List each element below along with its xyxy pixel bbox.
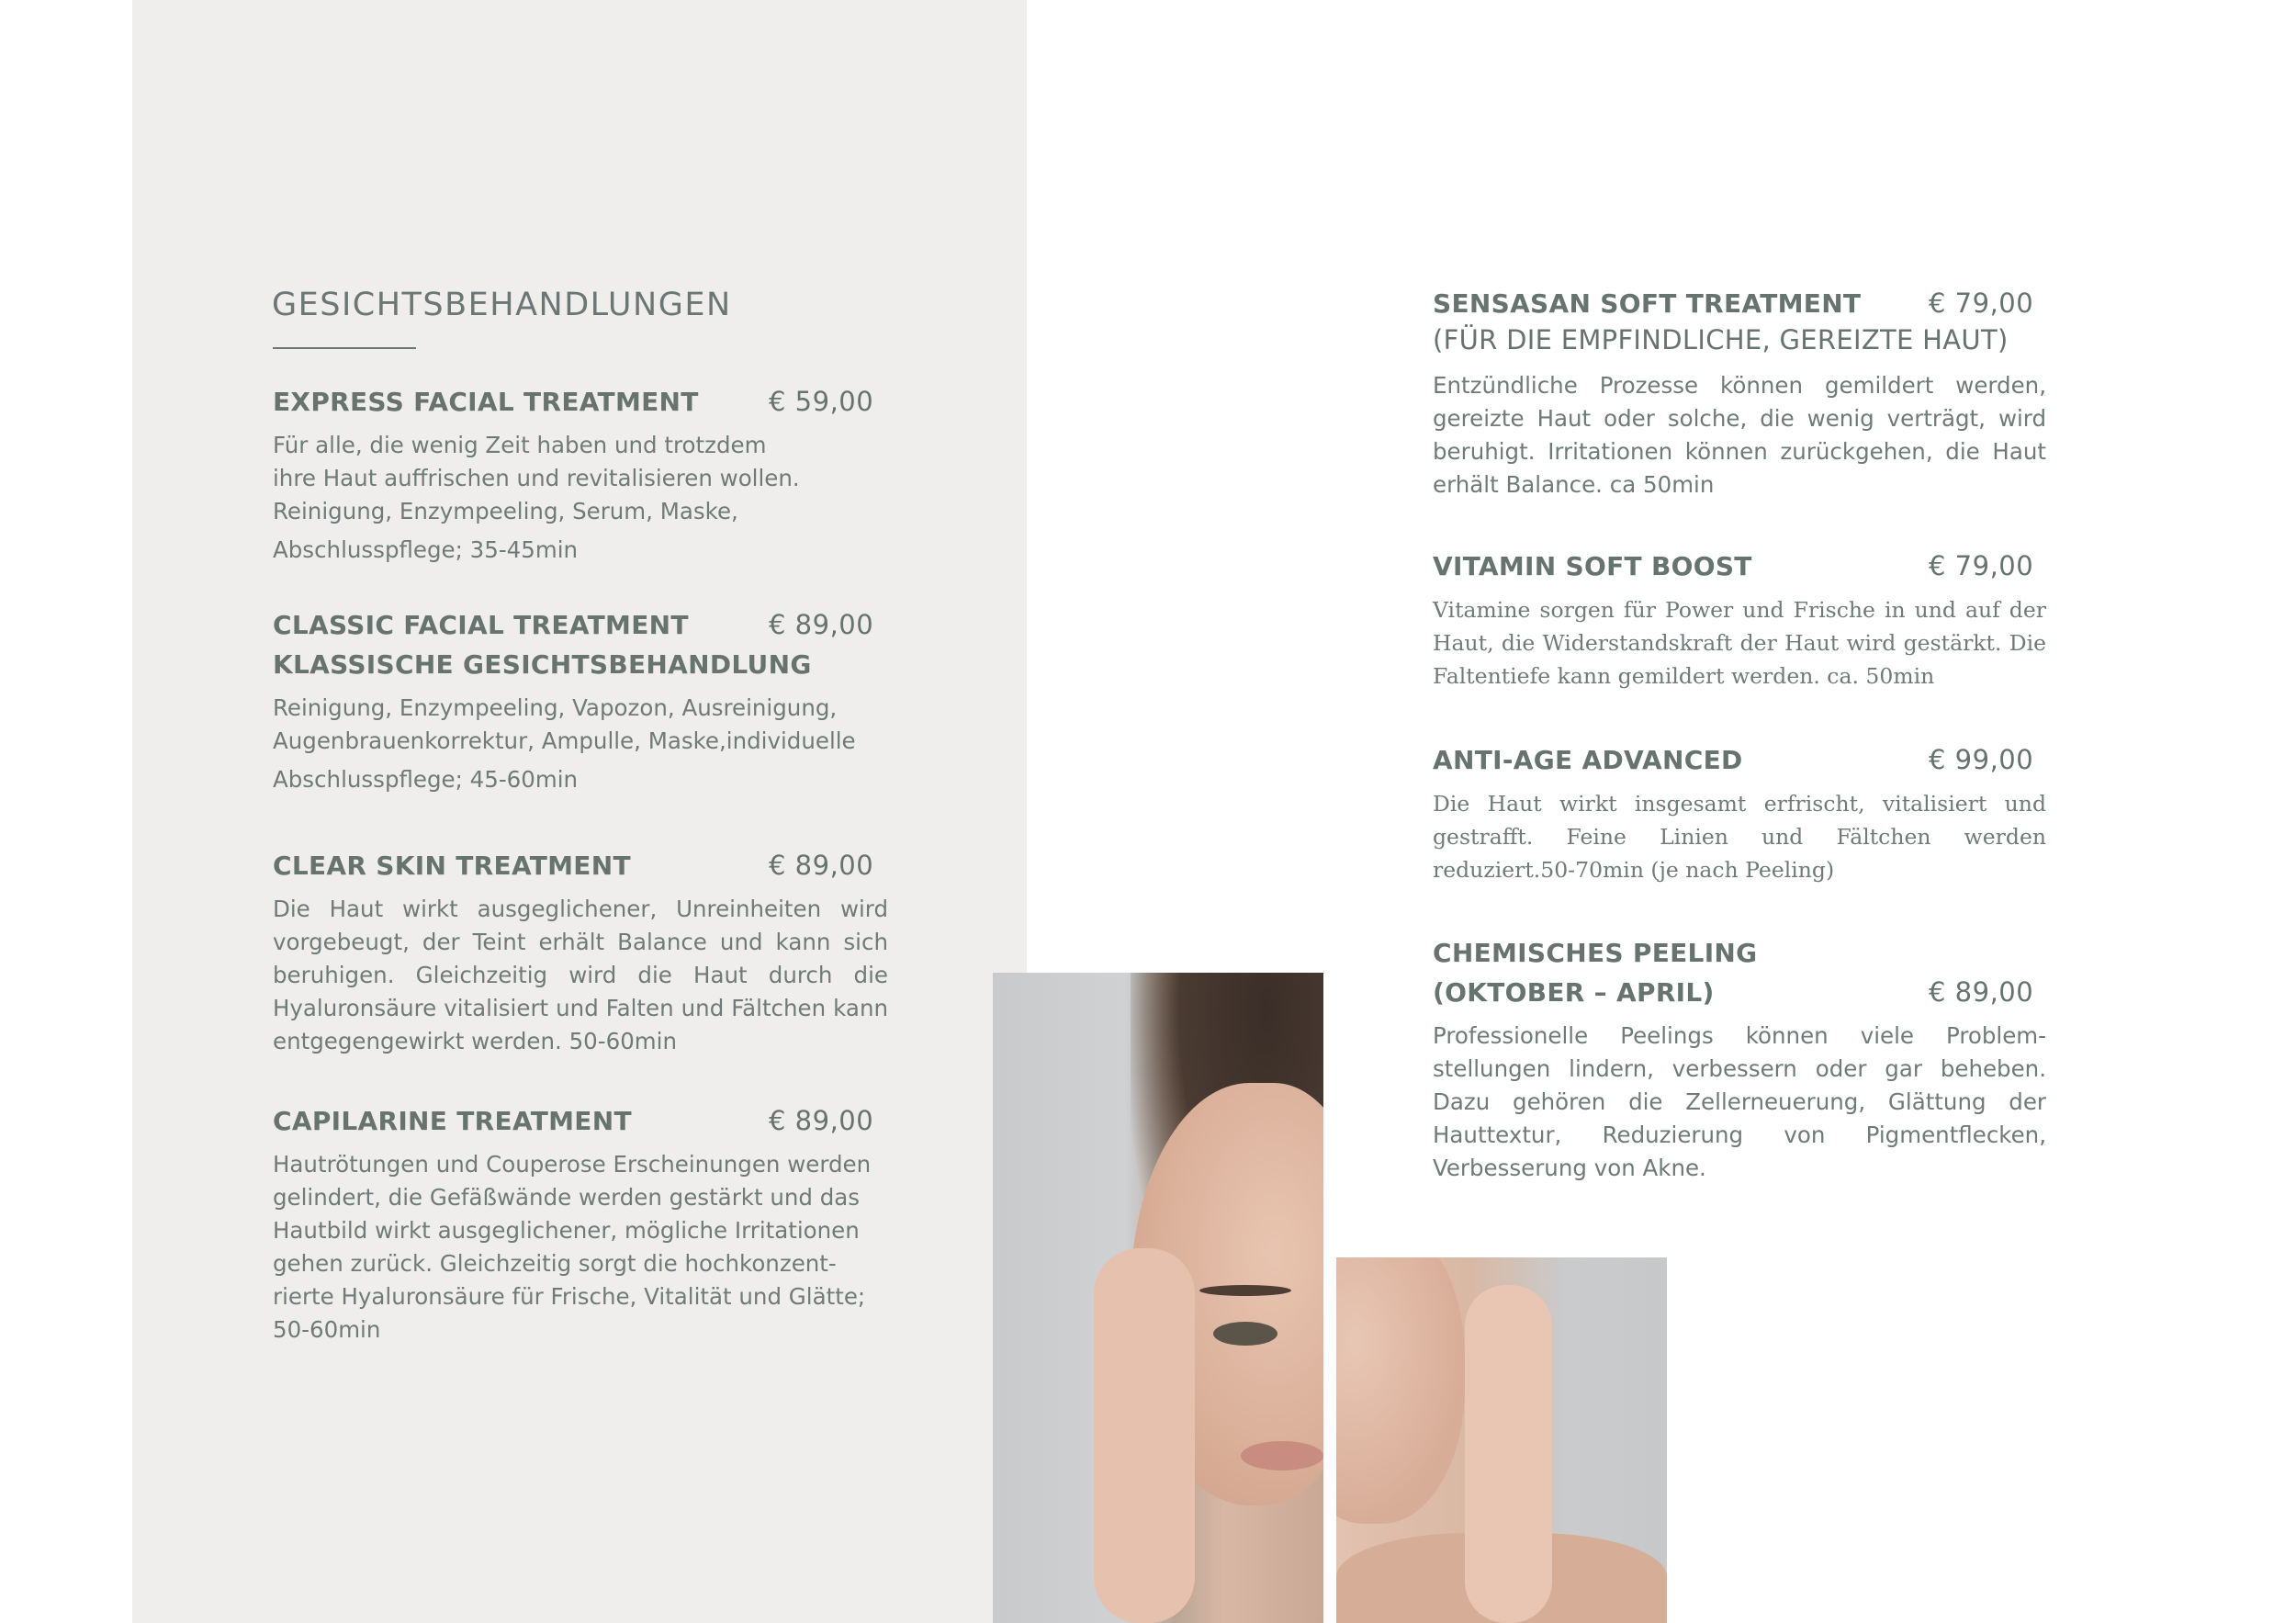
treatment-sensasan-soft [1433, 284, 2046, 502]
treatment-description: Vitamine sorgen für Power und Frische in und auf der Haut, die Widerstandskraft der Haut wird gestärkt. Die Faltentiefe kann gemildert werden. ca. 50min [1433, 597, 2046, 689]
treatment-header [1433, 933, 2046, 1012]
woman-portrait-photo-detail [1336, 1257, 1667, 1623]
eye-shape [1213, 1322, 1277, 1346]
treatment-price: € 89,00 [769, 1105, 874, 1136]
treatment-subname: KLASSISCHE GESICHTSBEHANDLUNG [273, 649, 812, 680]
treatment-header [273, 1101, 888, 1141]
woman-portrait-photo [993, 973, 1323, 1623]
eyebrow-shape [1199, 1285, 1291, 1296]
description-line: ihre Haut auffrischen und revitalisieren wollen. [273, 465, 800, 491]
treatment-price: € 99,00 [1929, 744, 2034, 775]
treatment-description: Professionelle Peelings können viele Problem-stellungen lindern, verbessern oder gar beheben. Dazu gehören die Zellerneuerung, Glättung der Hauttextur, Reduzierung von Pigmentflecken, Verbesserung von Akne. [1433, 1022, 2046, 1181]
treatment-clear-skin [273, 846, 888, 1058]
treatment-name: EXPRESS FACIAL TREATMENT [273, 387, 699, 417]
treatment-price: € 59,00 [769, 386, 874, 417]
treatment-classic-facial [273, 605, 888, 796]
treatment-header [1433, 284, 2046, 356]
treatment-price: € 89,00 [769, 609, 874, 640]
description-line: Reinigung, Enzympeeling, Serum, Maske, [273, 498, 738, 524]
description-line: 50-60min [273, 1316, 381, 1343]
treatment-header [1433, 740, 2046, 780]
treatment-name: CHEMISCHES PEELING [1433, 938, 1758, 968]
treatment-name: CLASSIC FACIAL TREATMENT [273, 610, 689, 640]
hand-shape [1465, 1285, 1552, 1623]
treatment-price: € 89,00 [1929, 976, 2034, 1008]
treatment-name: SENSASAN SOFT TREATMENT [1433, 288, 1862, 319]
treatment-description [273, 692, 888, 796]
treatment-chemisches-peeling [1433, 933, 2046, 1185]
treatment-header [1433, 547, 2046, 586]
description-line: Abschlusspflege; 45-60min [273, 766, 579, 793]
treatment-header [273, 605, 888, 684]
left-panel-background [132, 0, 1027, 1623]
treatment-description: Die Haut wirkt insgesamt erfrischt, vitalisiert und gestrafft. Feine Linien und Fältchen werden reduziert.50-70min (je nach Peeling) [1433, 791, 2046, 883]
description-line: Reinigung, Enzympeeling, Vapozon, Ausreinigung, [273, 694, 838, 721]
hand-shape [1094, 1248, 1195, 1623]
treatment-name: VITAMIN SOFT BOOST [1433, 551, 1752, 581]
treatment-description [273, 429, 888, 567]
treatment-description [273, 1148, 888, 1347]
treatment-price: € 79,00 [1929, 287, 2034, 319]
description-line: Hautrötungen und Couperose Erscheinungen werden [273, 1151, 872, 1178]
section-title: GESICHTSBEHANDLUNGEN [272, 287, 732, 323]
treatment-header [273, 382, 888, 422]
description-line: Augenbrauenkorrektur, Ampulle, Maske,individuelle [273, 727, 856, 754]
treatment-description: Die Haut wirkt ausgeglichener, Unreinheiten wird vorgebeugt, der Teint erhält Balance und kann sich beruhigen. Gleichzeitig wird die Haut durch die Hyaluronsäure vitalisiert und Falten und Fältchen kann entgegengewirkt werden. 50-60min [273, 896, 888, 1054]
description-line: Für alle, die wenig Zeit haben und trotzdem [273, 432, 767, 458]
treatment-capilarine [273, 1101, 888, 1347]
description-line: gehen zurück. Gleichzeitig sorgt die hochkonzent- [273, 1250, 837, 1277]
treatment-price: € 89,00 [769, 850, 874, 881]
description-line: Hautbild wirkt ausgeglichener, mögliche Irritationen [273, 1217, 860, 1244]
description-line: Abschlusspflege; 35-45min [273, 536, 579, 563]
treatment-subname: (FÜR DIE EMPFINDLICHE, GEREIZTE HAUT) [1433, 324, 2009, 355]
treatment-name: CAPILARINE TREATMENT [273, 1106, 632, 1136]
title-underline [273, 347, 416, 349]
treatment-anti-age-advanced [1433, 740, 2046, 886]
description-line: rierte Hyaluronsäure für Frische, Vitalität und Glätte; [273, 1283, 866, 1310]
treatment-vitamin-soft-boost [1433, 547, 2046, 693]
treatment-description: Entzündliche Prozesse können gemildert werden, gereizte Haut oder solche, die wenig verträgt, wird beruhigt. Irritationen können zurückgehen, die Haut erhält Balance. ca 50min [1433, 372, 2046, 498]
treatment-header [273, 846, 888, 885]
treatment-name: CLEAR SKIN TREATMENT [273, 851, 631, 881]
treatment-express-facial [273, 382, 888, 567]
treatment-price: € 79,00 [1929, 550, 2034, 581]
lips-shape [1241, 1441, 1323, 1471]
description-line: gelindert, die Gefäßwände werden gestärkt und das [273, 1184, 861, 1211]
treatment-subname: (OKTOBER – APRIL) [1433, 977, 1715, 1008]
face-shape [1336, 1257, 1465, 1524]
treatment-name: ANTI-AGE ADVANCED [1433, 745, 1743, 775]
